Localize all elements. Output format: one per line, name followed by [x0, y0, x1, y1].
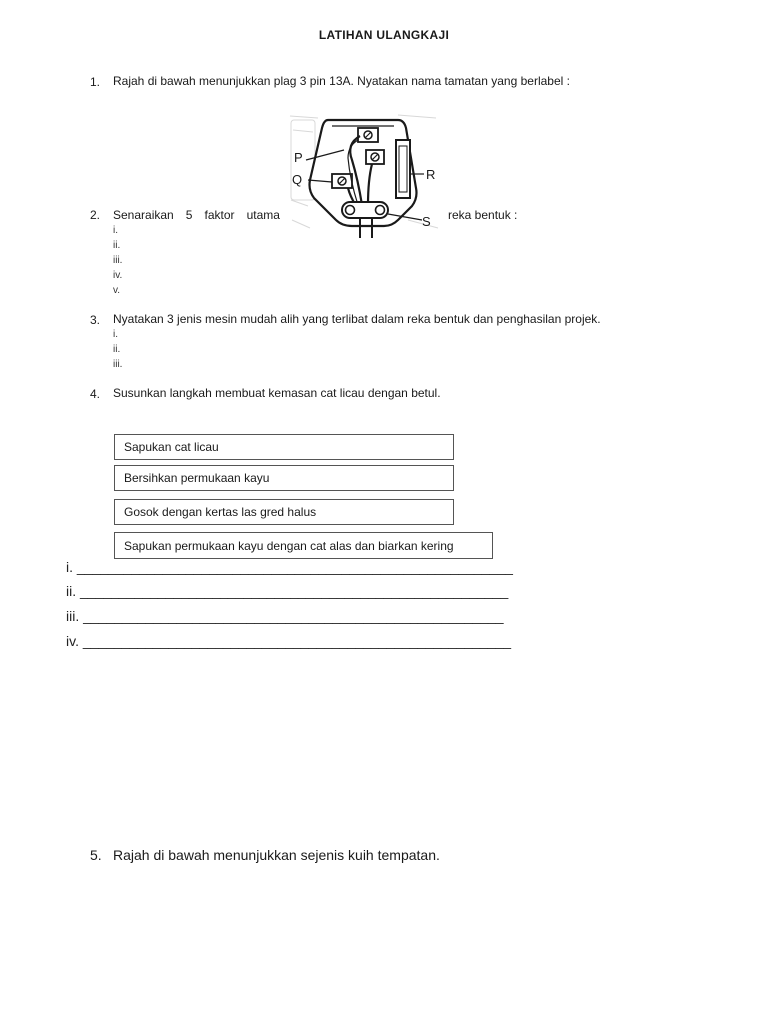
q3-number: 3.	[90, 313, 101, 327]
page-title: LATIHAN ULANGKAJI	[318, 28, 450, 42]
q4-text: Susunkan langkah membuat kemasan cat licau dengan betul.	[113, 386, 441, 400]
q1-text: Rajah di bawah menunjukkan plag 3 pin 13A. Nyatakan nama tamatan yang berlabel :	[113, 74, 570, 88]
answer-line: iii. ______________________________________________________	[66, 608, 504, 624]
q5-text: Rajah di bawah menunjukkan sejenis kuih tempatan.	[113, 847, 440, 863]
list-item: iv.	[113, 270, 123, 281]
q2-number: 2.	[90, 208, 101, 222]
q2-text-start	[113, 208, 280, 222]
q1-number: 1.	[90, 75, 101, 89]
label-s: S	[422, 214, 431, 229]
step-box: Sapukan cat licau	[114, 434, 454, 460]
q3-list	[113, 327, 122, 372]
answer-line: i. ________________________________________________________	[66, 559, 513, 575]
q3-text: Nyatakan 3 jenis mesin mudah alih yang terlibat dalam reka bentuk dan penghasilan projek.	[113, 312, 601, 326]
list-item: i.	[113, 329, 118, 340]
q2-word: Senaraikan	[113, 208, 174, 222]
step-box: Gosok dengan kertas las gred halus	[114, 499, 454, 525]
q2-word: 5	[185, 208, 193, 222]
label-r: R	[426, 167, 436, 182]
plug-diagram	[288, 110, 440, 238]
q2-word: utama	[246, 208, 280, 222]
step-box: Bersihkan permukaan kayu	[114, 465, 454, 491]
list-item: iii.	[113, 255, 123, 266]
q2-list	[113, 223, 122, 298]
list-item: i.	[113, 225, 118, 236]
plug-illustration	[288, 110, 440, 238]
q2-text-end: reka bentuk :	[448, 208, 518, 222]
list-item: ii.	[113, 240, 121, 251]
label-p: P	[294, 150, 303, 165]
list-item: v.	[113, 285, 121, 296]
answer-line: iv. _______________________________________________________	[66, 633, 512, 649]
q5-number: 5.	[90, 847, 102, 863]
step-box: Sapukan permukaan kayu dengan cat alas dan biarkan kering	[114, 532, 493, 559]
q2-word: faktor	[204, 208, 235, 222]
q4-number: 4.	[90, 387, 101, 401]
label-q: Q	[292, 172, 303, 187]
list-item: iii.	[113, 359, 123, 370]
answer-line: ii. _______________________________________________________	[66, 583, 509, 599]
list-item: ii.	[113, 344, 121, 355]
